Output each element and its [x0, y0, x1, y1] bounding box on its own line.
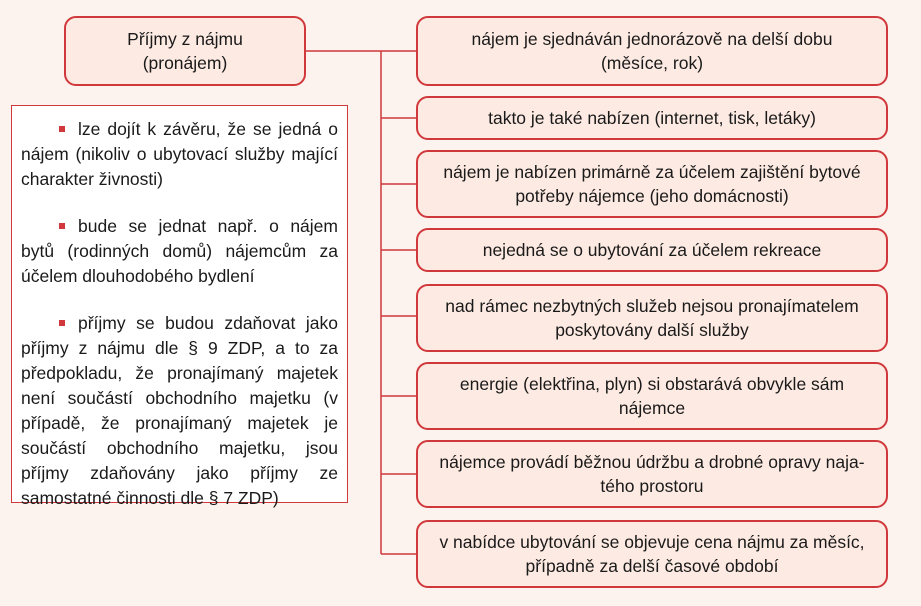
criterion-box [416, 362, 888, 430]
criterion-line-1: nájem je nabízen primárně za účelem zajištění bytové [443, 162, 861, 182]
criterion-line-2: případně za delší časové období [525, 556, 779, 576]
criterion-line-1: nájemce provádí běžnou údržbu a drobné opravy naja- [439, 452, 865, 472]
note-text: lze dojít k závěru, že se jedná o nájem (nikoliv o ubytovací služby mající charakter živnosti) [21, 119, 338, 189]
note-item [21, 214, 338, 289]
criterion-box [416, 96, 888, 140]
criterion-line-1: takto je také nabízen (internet, tisk, letáky) [488, 108, 816, 128]
notes-panel [11, 105, 348, 508]
criterion-box [416, 150, 888, 218]
bullet-square-icon [59, 126, 65, 132]
root-line-1: Příjmy z nájmu [127, 29, 243, 49]
note-item [21, 117, 338, 192]
criterion-box [416, 520, 888, 588]
criterion-box [416, 440, 888, 508]
criterion-line-1: v nabídce ubytování se objevuje cena nájmu za měsíc, [439, 532, 865, 552]
note-item [21, 311, 338, 511]
criterion-line-2: poskytovány další služby [555, 320, 749, 340]
note-text: příjmy se budou zdaňovat jako příjmy z nájmu dle § 9 ZDP, a to za předpokladu, že pronajímaný majetek není součástí obchodního majetku (v případě, že pronajímaný majetek je součástí obchodního majetku, jsou příjmy zdaňovány jako příjmy ze samostatné činnosti dle § 7 ZDP) [21, 313, 338, 508]
criterion-box [416, 228, 888, 272]
criterion-box [416, 16, 888, 86]
bullet-square-icon [59, 320, 65, 326]
criterion-line-2: tého prostoru [600, 476, 704, 496]
criterion-line-1: nejedná se o ubytování za účelem rekreace [482, 240, 822, 260]
bullet-square-icon [59, 223, 65, 229]
criterion-line-1: energie (elektřina, plyn) si obstarává obvykle sám [459, 374, 845, 394]
note-text: bude se jednat např. o nájem bytů (rodinných domů) nájemcům za účelem dlouhodobého bydlení [21, 216, 338, 286]
criterion-line-2: (měsíce, rok) [600, 53, 704, 73]
criterion-line-1: nájem je sjednáván jednorázově na delší dobu [471, 29, 833, 49]
root-node-prijmy-z-najmu [64, 16, 306, 86]
root-line-2: (pronájem) [142, 53, 228, 73]
criterion-line-1: nad rámec nezbytných služeb nejsou pronajímatelem [445, 296, 859, 316]
criterion-line-2: potřeby nájemce (jeho domácnosti) [515, 186, 789, 206]
criterion-box [416, 284, 888, 352]
criterion-line-2: nájemce [618, 398, 686, 418]
